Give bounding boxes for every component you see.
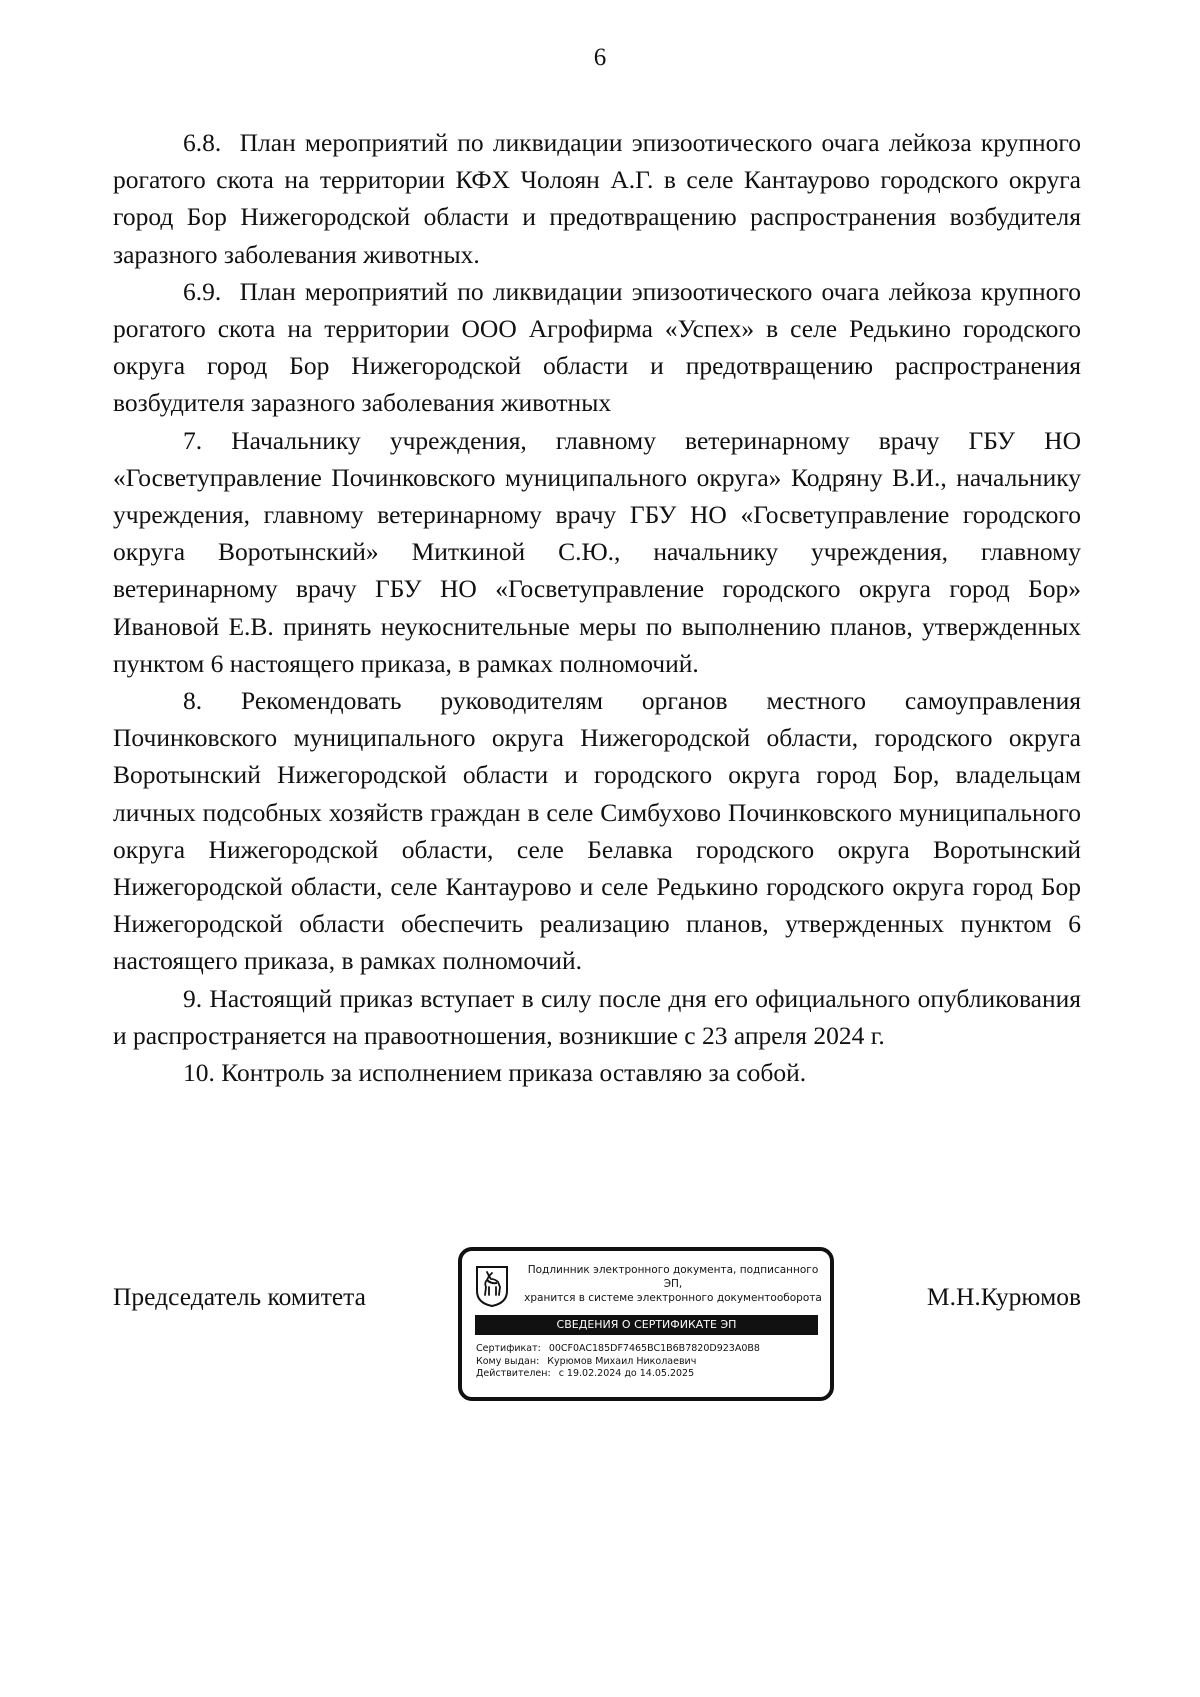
issued-to-row	[476, 1356, 822, 1369]
paragraph-8: 8. Рекомендовать руководителям органов местного самоуправления Починковского муниципального округа Нижегородской области, городского округа Воротынский Нижегородской области и городского округа город Бор, владельцам личных подсобных хозяйств граждан в селе Симбухово Починковского муниципального округа Нижегородской области, селе Белавка городского округа Воротынский Нижегородской области, селе Кантаурово и селе Редькино городского округа город Бор Нижегородской области обеспечить реализацию планов, утвержденных пунктом 6 настоящего приказа, в рамках полномочий.	[113, 686, 1081, 976]
valid-label: Действителен:	[476, 1368, 551, 1379]
issued-to-value: Курюмов Михаил Николаевич	[547, 1355, 697, 1367]
stamp-header-line2: хранится в системе электронного документооборота	[524, 1292, 822, 1304]
document-body	[113, 124, 1081, 1091]
signer-title: Председатель комитета	[113, 1282, 366, 1311]
valid-row	[476, 1368, 822, 1381]
paragraph-6-9: 6.9. План мероприятий по ликвидации эпизоотического очага лейкоза крупного рогатого скота на территории ООО Агрофирма «Успех» в селе Редькино городского округа город Бор Нижегородской области и предотвращению распространения возбудителя заразного заболевания животных	[113, 276, 1081, 418]
stamp-header	[520, 1263, 826, 1305]
paragraph-9: 9. Настоящий приказ вступает в силу после дня его официального опубликования и распространяется на правоотношения, возникшие с 23 апреля 2024 г.	[113, 983, 1081, 1050]
certificate-details	[476, 1343, 822, 1381]
signer-name: М.Н.Курюмов	[926, 1282, 1081, 1311]
deer-emblem-icon	[475, 1265, 509, 1307]
issued-to-label: Кому выдан:	[476, 1355, 540, 1367]
paragraph-10: 10. Контроль за исполнением приказа оставляю за собой.	[183, 1058, 807, 1088]
signature-block	[113, 1247, 1081, 1417]
stamp-header-line1: Подлинник электронного документа, подписанного ЭП,	[527, 1264, 819, 1290]
certificate-label: Сертификат:	[476, 1343, 541, 1354]
valid-value: с 19.02.2024 до 14.05.2025	[558, 1368, 695, 1379]
page-number: 6	[593, 44, 607, 71]
electronic-signature-stamp	[458, 1247, 834, 1401]
certificate-row	[476, 1343, 822, 1356]
certificate-value: 00CF0AC185DF7465BC1B6B7820D923A0B8	[548, 1343, 760, 1354]
paragraph-6-8: 6.8. План мероприятий по ликвидации эпизоотического очага лейкоза крупного рогатого скота на территории КФХ Чолоян А.Г. в селе Кантаурово городского округа город Бор Нижегородской области и предотвращению распространения возбудителя заразного заболевания животных.	[113, 128, 1081, 269]
certificate-banner: СВЕДЕНИЯ О СЕРТИФИКАТЕ ЭП	[475, 1315, 818, 1335]
paragraph-7: 7. Начальнику учреждения, главному ветеринарному врачу ГБУ НО «Госветуправление Починковского муниципального округа» Кодряну В.И., начальнику учреждения, главному ветеринарному врачу ГБУ НО «Госветуправление городского округа Воротынский» Миткиной С.Ю., начальнику учреждения, главному ветеринарному врачу ГБУ НО «Госветуправление городского округа город Бор» Ивановой Е.В. принять неукоснительные меры по выполнению планов, утвержденных пунктом 6 настоящего приказа, в рамках полномочий.	[113, 425, 1081, 678]
